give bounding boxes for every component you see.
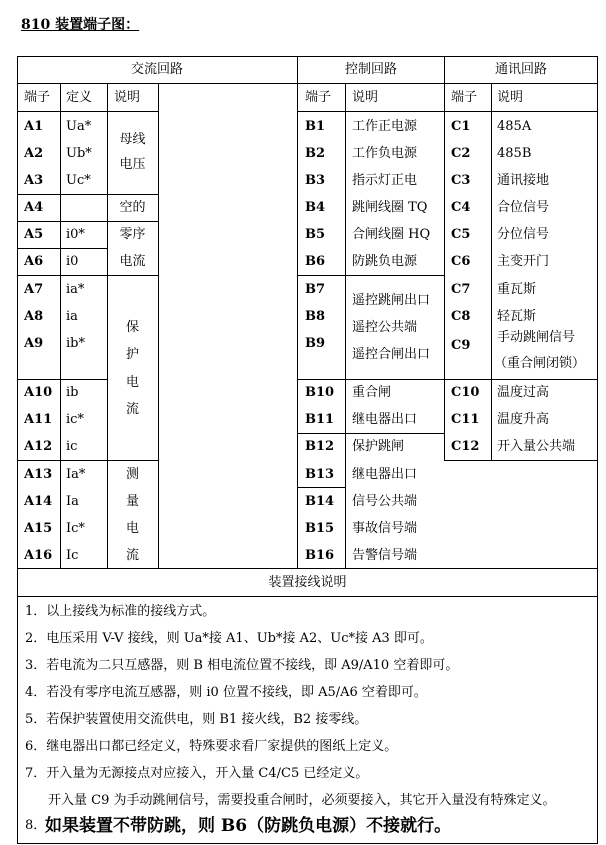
ctrl-terminal: B5	[305, 227, 326, 242]
ac-group-desc: 母线	[119, 132, 146, 147]
comm-terminal: C11	[451, 412, 480, 427]
note-item-continued: 开入量 C9 为手动跳闸信号，需要投重合闸时，必须要接入，其它开入量没有特殊定义。	[48, 793, 556, 808]
note-item: 3．若电流为二只互感器，则 B 相电流位置不接线，即 A9/A10 空着即可。	[25, 658, 459, 673]
ctrl-terminal: B3	[305, 173, 326, 188]
ac-definition: Ic	[66, 548, 79, 563]
comm-terminal: C6	[451, 254, 471, 269]
comm-terminal: C9	[451, 338, 471, 353]
ac-group-desc: 电	[125, 375, 139, 390]
ctrl-group-desc: 遥控合闸出口	[352, 347, 431, 362]
ctrl-terminal: B1	[305, 119, 326, 134]
comm-desc: 485A	[497, 119, 532, 134]
ctrl-desc: 告警信号端	[352, 548, 418, 563]
ctrl-subheader-terminal: 端子	[305, 90, 332, 105]
ctrl-desc: 防跳负电源	[352, 254, 418, 269]
ac-definition: ia*	[66, 282, 85, 297]
ac-definition: Ub*	[66, 146, 92, 161]
comm-terminal: C8	[451, 309, 471, 324]
ctrl-desc: 合闸线圈 HQ	[352, 227, 431, 242]
ac-terminal: A2	[24, 146, 44, 161]
ac-terminal: A8	[24, 309, 44, 324]
ac-terminal: A1	[24, 119, 44, 134]
comm-terminal: C3	[451, 173, 471, 188]
ac-terminal: A14	[24, 494, 53, 509]
ac-terminal: A11	[24, 412, 53, 427]
ac-terminal: A3	[24, 173, 44, 188]
ac-group-desc: 电压	[119, 157, 146, 172]
ac-definition: i0*	[66, 227, 85, 242]
comm-subheader-terminal: 端子	[451, 90, 478, 105]
ac-terminal: A15	[24, 521, 53, 536]
ctrl-terminal: B7	[305, 282, 326, 297]
ctrl-subheader-description: 说明	[352, 90, 379, 105]
page-title: 810 装置端子图：	[21, 17, 140, 33]
ac-group-desc: 空的	[119, 200, 146, 215]
ctrl-terminal: B2	[305, 146, 326, 161]
ac-terminal: A10	[24, 385, 53, 400]
comm-desc: 轻瓦斯	[497, 309, 537, 324]
note-item: 2．电压采用 V-V 接线，则 Ua*接 A1、Ub*接 A2、Uc*接 A3 即可。	[25, 631, 433, 646]
ctrl-group-desc: 继电器出口	[352, 412, 418, 427]
ctrl-terminal: B4	[305, 200, 326, 215]
ac-group-desc: 电流	[119, 254, 146, 269]
ac-definition: ib*	[66, 336, 85, 351]
comm-desc: 温度过高	[497, 385, 550, 400]
ac-terminal: A9	[24, 336, 44, 351]
ac-definition: Ia*	[66, 467, 86, 482]
ctrl-group-desc: 遥控公共端	[352, 320, 418, 335]
comm-desc-note: （重合闸闭锁）	[494, 356, 586, 371]
ctrl-group-desc: 继电器出口	[352, 467, 418, 482]
ctrl-desc: 事故信号端	[352, 521, 418, 536]
ctrl-terminal: B6	[305, 254, 326, 269]
ac-definition: ic	[66, 439, 78, 454]
comm-desc: 485B	[497, 146, 532, 161]
ac-terminal: A7	[24, 282, 44, 297]
header-ctrl: 控制回路	[344, 62, 397, 77]
ac-terminal: A5	[24, 227, 44, 242]
ctrl-terminal: B12	[305, 439, 335, 454]
ac-group-desc: 零序	[119, 227, 146, 242]
comm-terminal: C4	[451, 200, 471, 215]
ac-terminal: A12	[24, 439, 53, 454]
ctrl-terminal: B11	[305, 412, 335, 427]
ac-definition: i0	[66, 254, 79, 269]
comm-desc: 主变开门	[497, 254, 550, 269]
comm-terminal: C7	[451, 282, 471, 297]
note-item: 1．以上接线为标准的接线方式。	[25, 604, 216, 619]
ctrl-desc: 工作正电源	[352, 119, 418, 134]
ctrl-desc: 指示灯正电	[352, 173, 418, 188]
comm-desc: 开入量公共端	[497, 439, 576, 454]
ac-definition: ic*	[66, 412, 84, 427]
comm-desc: 合位信号	[497, 200, 550, 215]
comm-terminal: C10	[451, 385, 480, 400]
comm-desc: 重瓦斯	[497, 282, 537, 297]
ac-definition: Ic*	[66, 521, 85, 536]
ac-subheader-terminal: 端子	[24, 90, 51, 105]
ctrl-desc: 工作负电源	[352, 146, 418, 161]
ctrl-group-desc: 遥控跳闸出口	[352, 293, 431, 308]
comm-terminal: C12	[451, 439, 480, 454]
comm-terminal: C5	[451, 227, 471, 242]
ctrl-terminal: B9	[305, 336, 326, 351]
comm-desc: 分位信号	[497, 227, 550, 242]
ac-group-desc: 护	[125, 347, 139, 362]
ac-terminal: A16	[24, 548, 53, 563]
note-item: 7．开入量为无源接点对应接入，开入量 C4/C5 已经定义。	[25, 766, 369, 781]
ctrl-terminal: B16	[305, 548, 335, 563]
comm-desc: 温度升高	[497, 412, 550, 427]
note-8-number: 8．	[25, 818, 47, 833]
ac-subheader-definition: 定义	[66, 90, 93, 105]
ac-group-desc: 流	[125, 548, 139, 563]
ac-terminal: A6	[24, 254, 44, 269]
ac-definition: Uc*	[66, 173, 91, 188]
header-ac: 交流回路	[130, 62, 183, 77]
ctrl-group-desc: 保护跳闸	[352, 439, 405, 454]
ac-definition: Ua*	[66, 119, 92, 134]
note-item: 5．若保护装置使用交流供电，则 B1 接火线，B2 接零线。	[25, 712, 368, 727]
note-item: 6．继电器出口都已经定义，特殊要求看厂家提供的图纸上定义。	[25, 739, 398, 754]
comm-terminal: C1	[451, 119, 471, 134]
ctrl-group-desc: 重合闸	[352, 385, 392, 400]
ac-definition: ib	[66, 385, 79, 400]
ctrl-terminal: B15	[305, 521, 335, 536]
ctrl-desc: 信号公共端	[352, 494, 418, 509]
note-8-warning: 如果装置不带防跳，则 B6（防跳负电源）不接就行。	[45, 816, 452, 836]
ac-group-desc: 流	[125, 402, 139, 417]
comm-desc: 手动跳闸信号	[497, 330, 576, 345]
ctrl-terminal: B14	[305, 494, 335, 509]
ac-group-desc: 保	[125, 320, 139, 335]
ac-definition: Ia	[66, 494, 79, 509]
ac-group-desc: 测	[125, 467, 139, 482]
comm-desc: 通讯接地	[497, 173, 550, 188]
ac-terminal: A4	[24, 200, 44, 215]
ctrl-desc: 跳闸线圈 TQ	[352, 200, 428, 215]
ac-definition: ia	[66, 309, 78, 324]
ctrl-terminal: B13	[305, 467, 335, 482]
ctrl-terminal: B10	[305, 385, 335, 400]
ac-subheader-description: 说明	[114, 90, 141, 105]
ac-group-desc: 电	[125, 521, 139, 536]
note-item: 4．若没有零序电流互感器，则 i0 位置不接线，即 A5/A6 空着即可。	[25, 685, 427, 700]
ac-terminal: A13	[24, 467, 53, 482]
ctrl-terminal: B8	[305, 309, 326, 324]
notes-title: 装置接线说明	[268, 575, 347, 590]
header-comm: 通讯回路	[494, 62, 547, 77]
ac-group-desc: 量	[125, 494, 139, 509]
comm-terminal: C2	[451, 146, 471, 161]
comm-subheader-description: 说明	[497, 90, 524, 105]
